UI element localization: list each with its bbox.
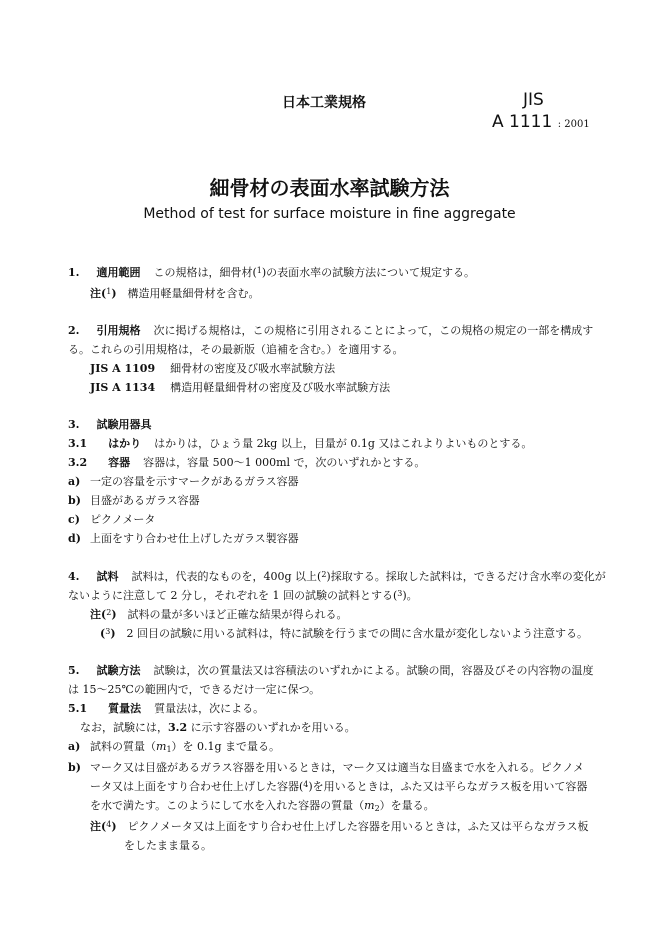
section-3-2-number: 3.2: [68, 456, 88, 469]
ref-1-title: 細骨材の密度及び吸水率試験方法: [170, 362, 336, 375]
note-3-close: ): [110, 627, 116, 640]
section-5-line-1: [68, 664, 593, 678]
section-5-1-number: 5.1: [68, 702, 88, 715]
step-b-text-2a: ータ又は上面をすり合わせ仕上げした容器(: [90, 780, 304, 793]
list-item-a-text: 一定の容量を示すマークがあるガラス容器: [90, 475, 299, 488]
intro-text-a: なお，試験には，: [80, 721, 168, 734]
section-3-1-number: 3.1: [68, 437, 88, 450]
section-3-heading-line: [68, 418, 151, 432]
section-4-ref-2: 2: [321, 570, 327, 579]
section-1-line: [68, 266, 475, 280]
section-4-line-2: [68, 589, 418, 603]
ref-2: [90, 381, 390, 395]
list-item-c-label: c): [68, 513, 80, 526]
intro-text-b: に示す容器のいずれかを用いる。: [187, 721, 356, 734]
note-2: [90, 608, 348, 622]
list-item-a-label: a): [68, 475, 81, 488]
section-4-heading: 試料: [96, 570, 119, 583]
title-english: Method of test for surface moisture in fine aggregate: [143, 206, 516, 222]
step-a-sub: 1: [166, 745, 172, 754]
section-2-heading: 引用規格: [96, 324, 141, 337]
step-a-var: m: [156, 740, 167, 753]
step-b-label: b): [68, 761, 81, 774]
section-3-1: [68, 437, 532, 451]
list-item-c-text: ピクノメータ: [90, 513, 156, 526]
step-b-ref-4: 4: [303, 780, 309, 789]
section-3-1-heading: はかり: [108, 437, 142, 450]
step-b-text-3b: ）を量る。: [379, 799, 435, 812]
list-item-b-text: 目盛があるガラス容器: [90, 494, 200, 507]
ref-2-code: JIS A 1134: [90, 381, 156, 394]
section-4-text-2b: )。: [402, 589, 418, 602]
section-1-text-a: この規格は，細骨材(: [153, 266, 257, 279]
step-b-text-2b: )を用いるときは，ふた又は平らなガラス板を用いて容器: [308, 780, 588, 793]
section-4-text-1a: 試料は，代表的なものを，400g 以上(: [131, 570, 322, 583]
note-4-close: ): [111, 820, 117, 833]
section-3-1-text: はかりは，ひょう量 2kg 以上，目量が 0.1g 又はこれよりよいものとする。: [154, 437, 533, 450]
section-4-text-1b: )採取する。採取した試料は，できるだけ含水率の変化が: [326, 570, 606, 583]
note-1-label: 注(: [90, 287, 107, 300]
note-3: [100, 627, 588, 641]
note-1-close: ): [111, 287, 117, 300]
note-4-ref: 4: [106, 820, 112, 829]
step-b-line-2: [90, 780, 587, 794]
title-japanese: 細骨材の表面水率試験方法: [209, 176, 450, 200]
note-1-text: 構造用軽量細骨材を含む。: [127, 287, 260, 300]
section-1-heading: 適用範囲: [96, 266, 141, 279]
standard-name: 日本工業規格: [282, 95, 366, 111]
section-5-1-intro: [80, 721, 356, 735]
section-5-number: 5.: [68, 664, 80, 677]
step-a: [68, 740, 280, 754]
section-2-line-2: る。これらの引用規格は，その最新版（追補を含む。）を適用する。: [68, 343, 404, 356]
note-3-ref: 3: [105, 627, 111, 636]
note-3-text: 2 回目の試験に用いる試料は，特に試験を行うまでの間に含水量が変化しないよう注意する。: [126, 627, 589, 640]
list-item-b: [68, 494, 200, 508]
note-1: [90, 287, 260, 301]
note-2-label: 注(: [90, 608, 107, 621]
note-4-line-1: [90, 820, 589, 834]
step-a-text-b: ）を 0.1g まで量る。: [171, 740, 281, 753]
list-item-d: [68, 532, 299, 546]
list-item-a: [68, 475, 299, 489]
step-a-text-a: 試料の質量（: [90, 740, 156, 753]
note-4-label: 注(: [90, 820, 107, 833]
jis-label: JIS: [523, 90, 544, 110]
section-2-line-1: [68, 324, 593, 338]
step-b-line-1: [68, 761, 584, 775]
ref-1-code: JIS A 1109: [90, 362, 156, 375]
list-item-d-text: 上面をすり合わせ仕上げしたガラス製容器: [90, 532, 299, 545]
note-2-close: ): [111, 608, 117, 621]
section-3-heading: 試験用器具: [96, 418, 152, 431]
step-b-var: m: [364, 799, 375, 812]
section-5-1: [68, 702, 264, 716]
ref-1: [90, 362, 335, 376]
step-b-sub: 2: [374, 804, 380, 813]
section-3-2: [68, 456, 425, 470]
section-4-ref-3: 3: [397, 589, 403, 598]
note-4-text-1: ピクノメータ又は上面をすり合わせ仕上げした容器を用いるときは，ふた又は平らなガラス板: [127, 820, 589, 833]
section-5-1-heading: 質量法: [108, 702, 142, 715]
section-3-2-text: 容器は，容量 500～1 000ml で，次のいずれかとする。: [143, 456, 426, 469]
section-3-2-heading: 容器: [108, 456, 131, 469]
note-4-line-2: をしたまま量る。: [124, 839, 212, 852]
section-1-text-b: )の表面水率の試験方法について規定する。: [261, 266, 475, 279]
intro-ref: 3.2: [168, 721, 188, 734]
step-b-text-1: マーク又は目盛があるガラス容器を用いるときは，マーク又は適当な目盛まで水を入れる。ピクノメ: [90, 761, 585, 774]
list-item-b-label: b): [68, 494, 81, 507]
section-5-1-text: 質量法は，次による。: [154, 702, 265, 715]
ref-2-title: 構造用軽量細骨材の密度及び吸水率試験方法: [170, 381, 391, 394]
section-4-number: 4.: [68, 570, 80, 583]
section-5-line-2: は 15～25℃の範囲内で，できるだけ一定に保つ。: [68, 683, 321, 696]
list-item-c: [68, 513, 155, 527]
standard-number-text: A 1111: [492, 112, 553, 132]
note-2-ref: 2: [106, 608, 112, 617]
section-5-heading: 試験方法: [96, 664, 141, 677]
section-2-number: 2.: [68, 324, 80, 337]
section-4-text-2a: ないように注意して 2 分し，それぞれを 1 回の試験の試料とする(: [68, 589, 398, 602]
section-1-number: 1.: [68, 266, 80, 279]
section-2-text-1: 次に掲げる規格は，この規格に引用されることによって，この規格の規定の一部を構成す: [153, 324, 594, 337]
note-2-text: 試料の量が多いほど正確な結果が得られる。: [127, 608, 348, 621]
step-b-line-3: [90, 799, 435, 813]
step-b-text-3a: を水で満たす。このようにして水を入れた容器の質量（: [90, 799, 365, 812]
note-1-ref: 1: [106, 287, 112, 296]
list-item-d-label: d): [68, 532, 81, 545]
section-4-line-1: [68, 570, 606, 584]
step-a-label: a): [68, 740, 81, 753]
section-5-text-1: 試験は，次の質量法又は容積法のいずれかによる。試験の間，容器及びその内容物の温度: [153, 664, 594, 677]
note-3-open: (: [100, 627, 106, 640]
section-1-ref: 1: [256, 266, 262, 275]
standard-year: : 2001: [557, 119, 590, 130]
standard-number: [492, 112, 590, 132]
section-3-number: 3.: [68, 418, 80, 431]
